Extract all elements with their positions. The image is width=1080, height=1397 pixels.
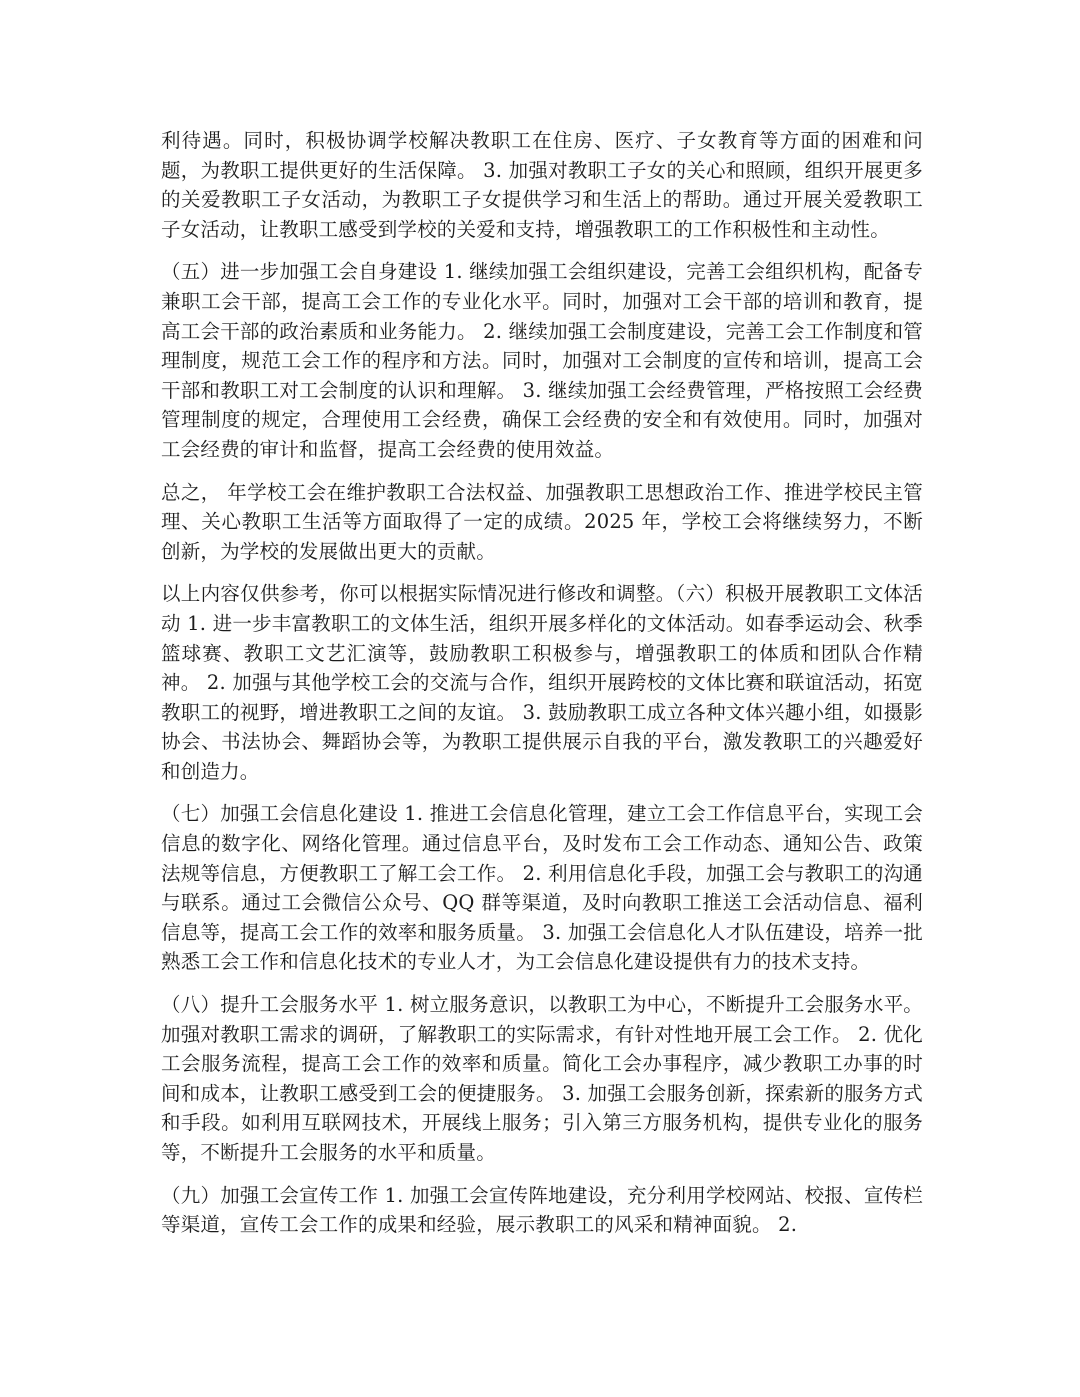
paragraph-informatization: （七）加强工会信息化建设 1. 推进工会信息化管理，建立工会工作信息平台，实现工会信息的数字化、网络化管理。通过信息平台，及时发布工会工作动态、通知公告、政策法规等信息，方便教职工了解工会工作。 2. 利用信息化手段，加强工会与教职工的沟通与联系。通过工会微信公众号、QQ 群等渠道，及时向教职工推送工会活动信息、福利信息等，提高工会工作的效率和服务质量。 3. 加强工会信息化人才队伍建设，培养一批熟悉工会工作和信息化技术的专业人才，为工会信息化建设提供有力的技术支持。 [161, 802, 923, 974]
paragraph-summary: 总之， 年学校工会在维护教职工合法权益、加强教职工思想政治工作、推进学校民主管理、关心教职工生活等方面取得了一定的成绩。2025 年，学校工会将继续努力，不断创新，为学校的发展做出更大的贡献。 [161, 480, 923, 563]
paragraph-service-level: （八）提升工会服务水平 1. 树立服务意识，以教职工为中心，不断提升工会服务水平。加强对教职工需求的调研，了解教职工的实际需求，有针对性地开展工会工作。 2. 优化工会服务流程，提高工会工作的效率和质量。简化工会办事程序，减少教职工办事的时间和成本，让教职工感受到工会的便捷服务。 3. 加强工会服务创新，探索新的服务方式和手段。如利用互联网技术，开展线上服务；引入第三方服务机构，提供专业化的服务等，不断提升工会服务的水平和质量。 [161, 993, 923, 1164]
paragraph-welfare-support: 利待遇。同时，积极协调学校解决教职工在住房、医疗、子女教育等方面的困难和问题，为教职工提供更好的生活保障。 3. 加强对教职工子女的关心和照顾，组织开展更多的关爱教职工子女活动，为教职工子女提供学习和生活上的帮助。通过开展关爱教职工子女活动，让教职工感受到学校的关爱和支持，增强教职工的工作积极性和主动性。 [161, 129, 923, 241]
paragraph-sports-culture: 以上内容仅供参考，你可以根据实际情况进行修改和调整。（六）积极开展教职工文体活动 1. 进一步丰富教职工的文体生活，组织开展多样化的文体活动。如春季运动会、秋季篮球赛、教职工文艺汇演等，鼓励教职工积极参与，增强教职工的体质和团队合作精神。 2. 加强与其他学校工会的交流与合作，组织开展跨校的文体比赛和联谊活动，拓宽教职工的视野，增进教职工之间的友谊。 3. 鼓励教职工成立各种文体兴趣小组，如摄影协会、书法协会、舞蹈协会等，为教职工提供展示自我的平台，激发教职工的兴趣爱好和创造力。 [161, 582, 923, 783]
paragraph-union-self-building: （五）进一步加强工会自身建设 1. 继续加强工会组织建设，完善工会组织机构，配备专兼职工会干部，提高工会工作的专业化水平。同时，加强对工会干部的培训和教育，提高工会干部的政治素质和业务能力。 2. 继续加强工会制度建设，完善工会工作制度和管理制度，规范工会工作的程序和方法。同时，加强对工会制度的宣传和培训，提高工会干部和教职工对工会制度的认识和理解。 3. 继续加强工会经费管理，严格按照工会经费管理制度的规定，合理使用工会经费，确保工会经费的安全和有效使用。同时，加强对工会经费的审计和监督，提高工会经费的使用效益。 [161, 260, 923, 461]
document-body [161, 126, 923, 1253]
paragraph-publicity: （九）加强工会宣传工作 1. 加强工会宣传阵地建设，充分利用学校网站、校报、宣传栏等渠道，宣传工会工作的成果和经验，展示教职工的风采和精神面貌。 2. [161, 1183, 923, 1237]
